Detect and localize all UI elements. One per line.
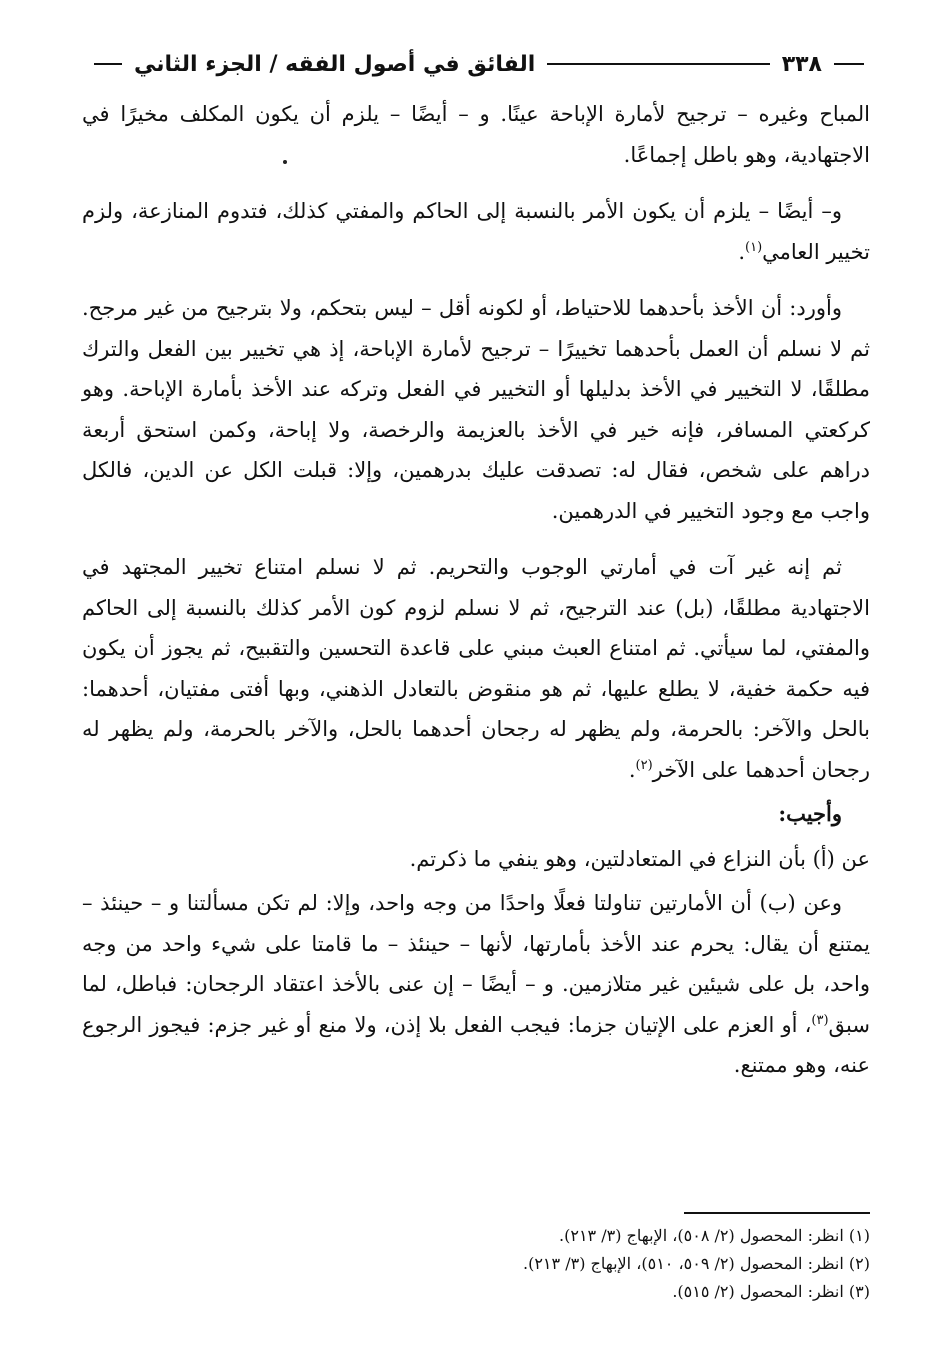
paragraph-1: المباح وغيره – ترجيح لأمارة الإباحة عينًا. و – أيضًا – يلزم أن يكون المكلف مخيرًا في الاجتهادية، وهو باطل إجماعًا.	[82, 102, 870, 167]
footnote-2: (٢) انظر: المحصول (٢/ ٥٠٩، ٥١٠)، الإبهاج (٣/ ٢١٣).	[523, 1254, 870, 1273]
paragraph-2-end: .	[738, 239, 745, 264]
footnote-ref-1: (١)	[745, 239, 763, 255]
paragraph-2	[82, 191, 870, 272]
footnote-1: (١) انظر: المحصول (٢/ ٥٠٨)، الإبهاج (٣/ ٢١٣).	[559, 1226, 870, 1245]
paragraph-6-end: ، أو العزم على الإتيان جزما: فيجب الفعل بلا إذن، ولا منع أو غير جزم: فيجوز الرجوع عنه، وهو ممتنع.	[82, 1012, 870, 1077]
paragraph-5: عن (أ) بأن النزاع في المتعادلتين، وهو ينفي ما ذكرتم.	[409, 846, 870, 871]
footnote-ref-2: (٢)	[635, 757, 653, 773]
paragraph-4-end: .	[628, 757, 636, 782]
paragraph-4-text: ثم إنه غير آت في أمارتي الوجوب والتحريم. ثم لا نسلم امتناع تخيير المجتهد في الاجتهادية مطلقًا، (بل) عند الترجيح، ثم لا نسلم لزوم كون الأمر كذلك بالنسبة إلى الحاكم والمفتي، لما سيأتي. ثم امتناع العبث مبني على قاعدة التحسين والتقبيح، ثم يجوز أن يكون فيه حكمة خفية، لا يطلع عليها، ثم هو منقوض بالتعادل الذهني، وبها أفتى مفتيان، أحدهما: بالحل والآخر: بالحرمة، ولم يظهر له رجحان أحدهما بالحل، والآخر بالحرمة، ولم يظهر له رجحان أحدهما على الآخر	[82, 555, 870, 782]
body-text	[82, 94, 870, 1102]
header-rule-left	[94, 63, 122, 65]
footnote-rule	[684, 1212, 870, 1214]
paragraph-2-text: و– أيضًا – يلزم أن يكون الأمر بالنسبة إلى الحاكم والمفتي كذلك، فتدوم المنازعة، ولزم تخيير العامي	[82, 199, 870, 264]
book-title: الفائق في أصول الفقه / الجزء الثاني	[134, 51, 536, 77]
paragraph-6-text: وعن (ب) أن الأمارتين تناولتا فعلًا واحدًا من وجه واحد، وإلا: لم تكن مسألتنا و – حينئذ – يمتنع أن يقال: يحرم عند الأخذ بأمارتها، لأنها – حينئذ – ما قامتا على شيء واحد من وجه واحد، بل على شيئين غير متلازمين. و – أيضًا – إن عنى بالأخذ اعتقاد الرجحان: فباطل، لما سبق	[82, 891, 870, 1037]
running-header	[86, 44, 872, 84]
footnote-ref-3: (٣)	[811, 1012, 829, 1028]
header-rule-middle	[547, 63, 769, 65]
header-rule-right	[834, 63, 864, 65]
footnotes	[82, 1222, 870, 1306]
paragraph-6	[82, 883, 870, 1086]
paragraph-3: وأورد: أن الأخذ بأحدهما للاحتياط، أو لكونه أقل – ليس بتحكم، ولا بترجيح من غير مرجح. ثم لا نسلم أن العمل بأحدهما تخييرًا – ترجيح لأمارة الإباحة، إذ هي تخيير بين الفعل والترك مطلقًا، لا التخيير في الأخذ بدليلها أو التخيير في الفعل وتركه عند الأخذ بأمارة الإباحة. وهو كركعتي المسافر، فإنه خير في الأخذ بالعزيمة والرخصة، ولا إباحة، وكمن استحق أربعة دراهم على شخص، فقال له: تصدقت عليك بدرهمين، وإلا: قبلت الكل عن الدين، فالكل واجب مع وجود التخيير في الدرهمين.	[82, 296, 870, 523]
page-number: ٣٣٨	[781, 51, 822, 77]
section-heading: وأجيب:	[778, 801, 842, 826]
paragraph-4	[82, 547, 870, 790]
footnote-3: (٣) انظر: المحصول (٢/ ٥١٥).	[672, 1282, 870, 1301]
